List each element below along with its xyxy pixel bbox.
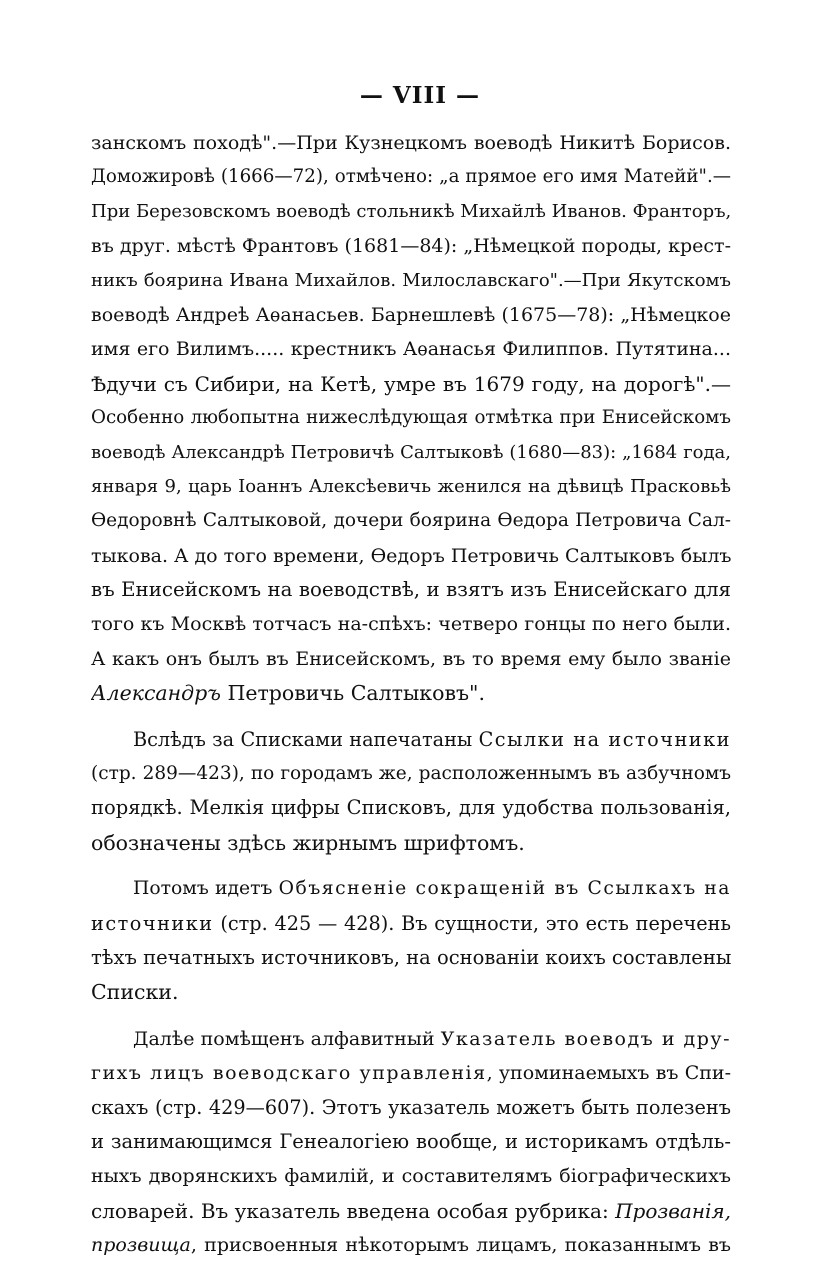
- text-line: Списки.: [91, 980, 179, 1005]
- text-span: Потомъ идетъ: [133, 878, 279, 900]
- text-line: занскомъ походѣ".—При Кузнецкомъ воеводѣ Никитѣ Борисов.: [91, 132, 731, 154]
- italic-term: прозвища: [91, 1234, 191, 1257]
- page-body: [91, 126, 731, 1263]
- text-line: [91, 1056, 731, 1090]
- text-line: тыкова. А до того времени, Ѳедоръ Петровичь Салтыковъ былъ: [91, 544, 731, 567]
- text-line: [91, 1228, 731, 1262]
- page-number: — VIII —: [359, 82, 481, 109]
- spaced-title: гихъ лицъ воеводскаго управленія: [91, 1062, 487, 1085]
- text-line: Ѳедоровнѣ Салтыковой, дочери боярина Ѳедора Петровича Сал-: [91, 510, 731, 532]
- text-span: Далѣе помѣщенъ алфавитный: [133, 1027, 441, 1050]
- text-line: [91, 872, 731, 906]
- text-line: порядкѣ. Мелкія цифры Списковъ, для удобства пользованія,: [91, 796, 731, 820]
- text-line: ныхъ дворянскихъ фамилій, и составителямъ біографическихъ: [91, 1165, 731, 1188]
- spaced-title: Объясненіе сокращеній въ Ссылкахъ на: [278, 878, 731, 900]
- text-line: тѣхъ печатныхъ источниковъ, на основаніи коихъ составлены: [91, 945, 731, 969]
- paragraph-2: [91, 723, 731, 861]
- paragraph-1: [91, 126, 731, 711]
- text-line: въ друг. мѣстѣ Франтовъ (1681—84): „Нѣмецкой породы, крест-: [91, 235, 731, 258]
- italic-term: Прозванія,: [615, 1198, 731, 1223]
- text-line: А какъ онъ былъ въ Енисейскомъ, въ то время ему было званіе: [91, 647, 731, 670]
- text-line: (стр. 289—423), по городамъ же, расположеннымъ въ азбучномъ: [91, 763, 731, 785]
- paragraph-3: [91, 872, 731, 1010]
- text-span: Вслѣдъ за Списками напечатаны: [133, 727, 479, 751]
- text-line: [91, 1022, 731, 1056]
- spaced-title: Ссылки на источники: [478, 727, 731, 751]
- text-line: въ Енисейскомъ на воеводствѣ, и взятъ изъ Енисейскаго для: [91, 578, 731, 602]
- text-line: скахъ (стр. 429—607). Этотъ указатель можетъ быть полезенъ: [91, 1095, 731, 1119]
- spaced-title: источники: [91, 911, 214, 935]
- text-span: Петровичь Салтыковъ".: [220, 681, 485, 706]
- italic-name: Александръ: [91, 681, 221, 706]
- text-line: [91, 676, 731, 710]
- text-span: , присвоенныя нѣкоторымъ лицамъ, показаннымъ въ: [190, 1234, 731, 1257]
- text-line: обозначены здѣсь жирнымъ шрифтомъ.: [91, 830, 525, 855]
- text-line: того къ Москвѣ тотчасъ на-спѣхъ: четверо гонцы по него были.: [91, 613, 731, 636]
- text-line: При Березовскомъ воеводѣ стольникѣ Михайлѣ Иванов. Франторъ,: [91, 200, 731, 222]
- text-line: имя его Вилимъ..... крестникъ Аѳанасья Филиппов. Путятина...: [91, 338, 731, 361]
- text-span: , упоминаемыхъ въ Спи-: [486, 1062, 731, 1085]
- text-line: воеводѣ Александрѣ Петровичѣ Салтыковѣ (1680—83): „1684 года,: [91, 441, 731, 463]
- text-line: [91, 907, 731, 941]
- text-line: воеводѣ Андреѣ Аѳанасьев. Барнешлевѣ (1675—78): „Нѣмецкое: [91, 303, 731, 326]
- text-span: словарей. Въ указатель введена особая рубрика:: [91, 1198, 616, 1223]
- text-line: [91, 723, 731, 757]
- text-line: и занимающимся Генеалогіею вообще, и историкамъ отдѣль-: [91, 1129, 731, 1153]
- text-line: января 9, царь Іоаннъ Алексѣевичь женился на дѣвицѣ Прасковьѣ: [91, 475, 731, 497]
- text-span: (стр. 425 — 428). Въ сущности, это есть перечень: [213, 911, 731, 935]
- text-line: [91, 1194, 731, 1228]
- text-line: никъ боярина Ивана Михайлов. Милославскаго".—При Якутскомъ: [91, 269, 731, 291]
- text-line: Особенно любопытна нижеслѣдующая отмѣтка при Енисейскомъ: [91, 407, 731, 429]
- paragraph-4: [91, 1022, 731, 1263]
- spaced-title: Указатель воеводъ и дру-: [440, 1027, 731, 1050]
- text-line: Ѣдучи съ Сибири, на Кетѣ, умре въ 1679 году, на дорогѣ".—: [91, 371, 731, 396]
- text-line: Доможировѣ (1666—72), отмѣчено: „а прямое его имя Матейй".—: [91, 166, 731, 188]
